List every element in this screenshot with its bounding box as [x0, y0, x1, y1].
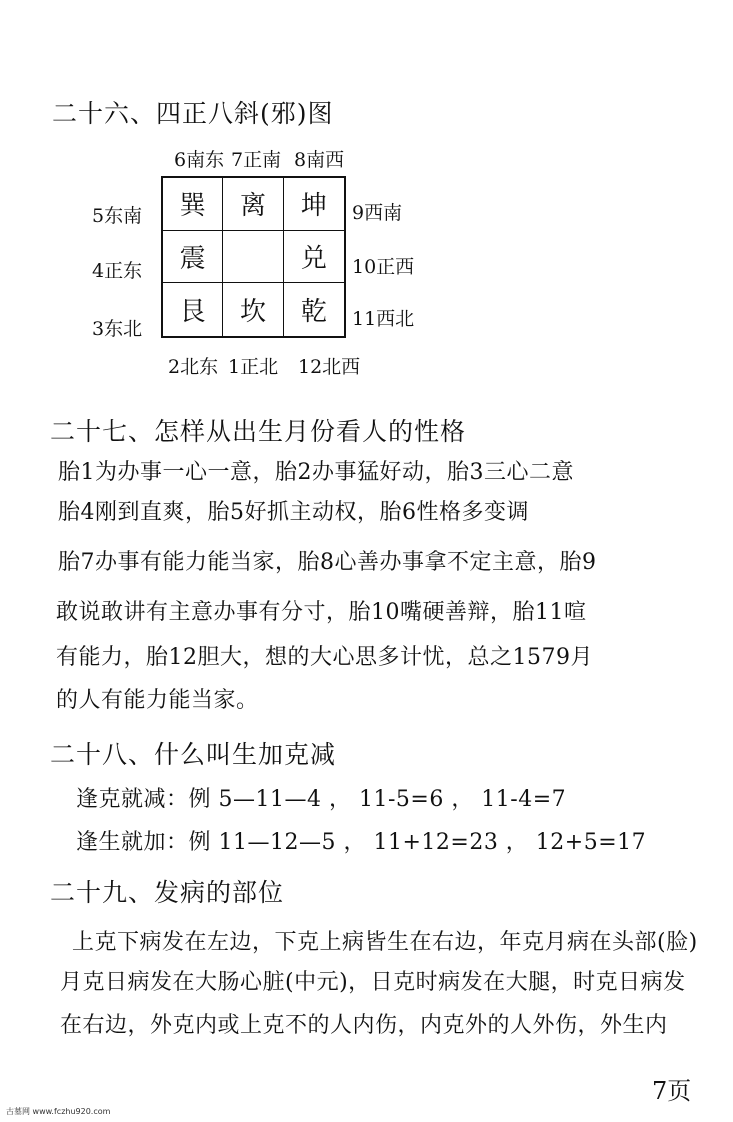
s28-line-2: 逢生就加：例 11—12—5 ， 11+12=23 ， 12+5=17	[76, 830, 647, 855]
s29-line-3: 在右边，外克内或上克不的人内伤，内克外的人外伤，外生内	[60, 1013, 668, 1038]
footer-watermark: 古墓网 www.fczhu920.com	[6, 1107, 111, 1116]
grid-cell-gen: 艮	[163, 283, 223, 336]
label-bottom-2: 1正北	[228, 356, 279, 378]
s27-line-3: 胎7办事有能力能当家，胎8心善办事拿不定主意，胎9	[58, 550, 597, 575]
label-left-3: 3东北	[92, 318, 143, 340]
s27-line-4: 敢说敢讲有主意办事有分寸，胎10嘴硬善辩，胎11喧	[56, 600, 587, 625]
label-left-2: 4正东	[92, 260, 143, 282]
bagua-grid	[161, 176, 346, 338]
grid-cell-qian: 乾	[300, 297, 327, 328]
label-top-3: 8南西	[294, 149, 345, 171]
grid-cell-dui: 兑	[284, 231, 344, 284]
grid-cell-kan: 坎	[223, 283, 283, 336]
label-right-3: 11西北	[352, 308, 415, 330]
label-top-1: 6南东	[174, 149, 225, 171]
section-29-title: 二十九、发病的部位	[50, 878, 285, 907]
grid-cell-li: 离	[223, 178, 283, 231]
grid-cell-kun: 坤	[284, 178, 344, 231]
section-26-title: 二十六、四正八斜(邪)图	[52, 99, 334, 128]
label-right-2: 10正西	[352, 256, 415, 278]
grid-cell-xun: 巽	[163, 178, 223, 231]
s27-line-6: 的人有能力能当家。	[56, 688, 259, 713]
s27-line-5: 有能力，胎12胆大，想的大心思多计忧，总之1579月	[56, 645, 593, 670]
section-27-title: 二十七、怎样从出生月份看人的性格	[50, 417, 467, 446]
label-left-1: 5东南	[92, 205, 143, 227]
s27-line-1: 胎1为办事一心一意，胎2办事猛好动，胎3三心二意	[58, 460, 574, 485]
s28-line-1: 逢克就减：例 5—11—4 ， 11-5=6 ， 11-4=7	[76, 787, 567, 812]
label-right-1: 9西南	[352, 202, 403, 224]
s29-line-2: 月克日病发在大肠心脏(中元)，日克时病发在大腿，时克日病发	[60, 970, 686, 995]
s29-line-1: 上克下病发在左边，下克上病皆生在右边，年克月病在头部(脸)	[72, 930, 698, 955]
label-top-2: 7正南	[231, 149, 282, 171]
grid-cell-zhen: 震	[163, 231, 223, 284]
page-number: 7页	[652, 1077, 692, 1105]
section-28-title: 二十八、什么叫生加克减	[50, 740, 337, 769]
grid-cell-center	[223, 231, 283, 284]
label-bottom-1: 2北东	[168, 356, 219, 378]
s27-line-2: 胎4刚到直爽，胎5好抓主动权，胎6性格多变调	[58, 500, 529, 525]
label-bottom-3: 12北西	[298, 356, 361, 378]
